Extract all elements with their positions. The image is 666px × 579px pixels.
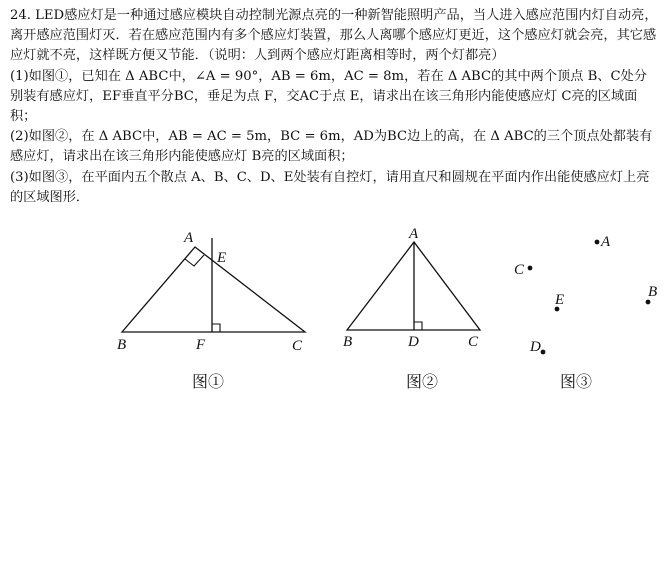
- figure-3: [514, 234, 657, 391]
- figure-2: [343, 226, 480, 391]
- fig3-caption: 图③: [560, 372, 593, 391]
- fig1-label-b: B: [117, 337, 127, 353]
- fig3-label-a: A: [601, 234, 611, 250]
- fig3-point-a: [595, 240, 600, 245]
- problem-part-1: (1)如图①，已知在 Δ ABC中，∠A = 90°，AB = 6m，AC = 8m，若在 Δ ABC的其中两个顶点 B、C处分别装有感应灯，EF垂直平分BC，垂足为点 F，交AC于点 E，请求出在该三角形内能使感应灯 C亮的区域面积；: [10, 68, 647, 125]
- fig3-point-b: [646, 300, 651, 305]
- fig3-label-c: C: [514, 262, 525, 278]
- fig1-label-a: A: [184, 230, 194, 246]
- fig3-point-c: [528, 266, 533, 271]
- fig3-label-b: B: [648, 284, 658, 300]
- fig2-label-d: D: [408, 334, 419, 350]
- fig2-right-angle-d: [414, 322, 422, 330]
- fig1-label-c: C: [292, 338, 303, 354]
- fig3-point-d: [541, 350, 546, 355]
- fig1-caption: 图①: [192, 372, 225, 391]
- fig1-label-f: F: [196, 337, 206, 353]
- fig1-label-e: E: [217, 250, 227, 266]
- fig2-label-b: B: [343, 334, 353, 350]
- problem-intro: 24. LED感应灯是一种通过感应模块自动控制光源点亮的一种新智能照明产品，当人进入感应范围内灯自动亮，离开感应范围灯灭．若在感应范围内有多个感应灯装置，那么人离哪个感应灯更近，这个感应灯就会亮，其它感应灯就不亮，这样既方便又节能．（说明：人到两个感应灯距离相等时，两个灯都亮）: [10, 8, 658, 64]
- fig1-right-angle-f: [212, 324, 220, 332]
- fig1-right-angle-a: [185, 255, 204, 266]
- fig3-label-e: E: [555, 292, 565, 308]
- figure-1: [117, 230, 305, 391]
- figures-panel: [0, 222, 666, 402]
- fig3-label-d: D: [530, 339, 541, 355]
- problem-part-3: (3)如图③，在平面内五个散点 A、B、C、D、E处装有自控灯，请用直尺和圆规在平面内作出能使感应灯上亮的区域图形．: [10, 169, 650, 205]
- fig2-caption: 图②: [406, 372, 439, 391]
- problem-part-2: (2)如图②，在 Δ ABC中，AB = AC = 5m，BC = 6m，AD为BC边上的高，在 Δ ABC的三个顶点处都装有感应灯，请求出在该三角形内能使感应灯 B亮的区域面积；: [10, 129, 653, 165]
- fig2-label-a: A: [409, 226, 419, 242]
- fig2-label-c: C: [468, 334, 479, 350]
- fig1-triangle-abc: [122, 247, 305, 332]
- problem-text: [10, 6, 660, 208]
